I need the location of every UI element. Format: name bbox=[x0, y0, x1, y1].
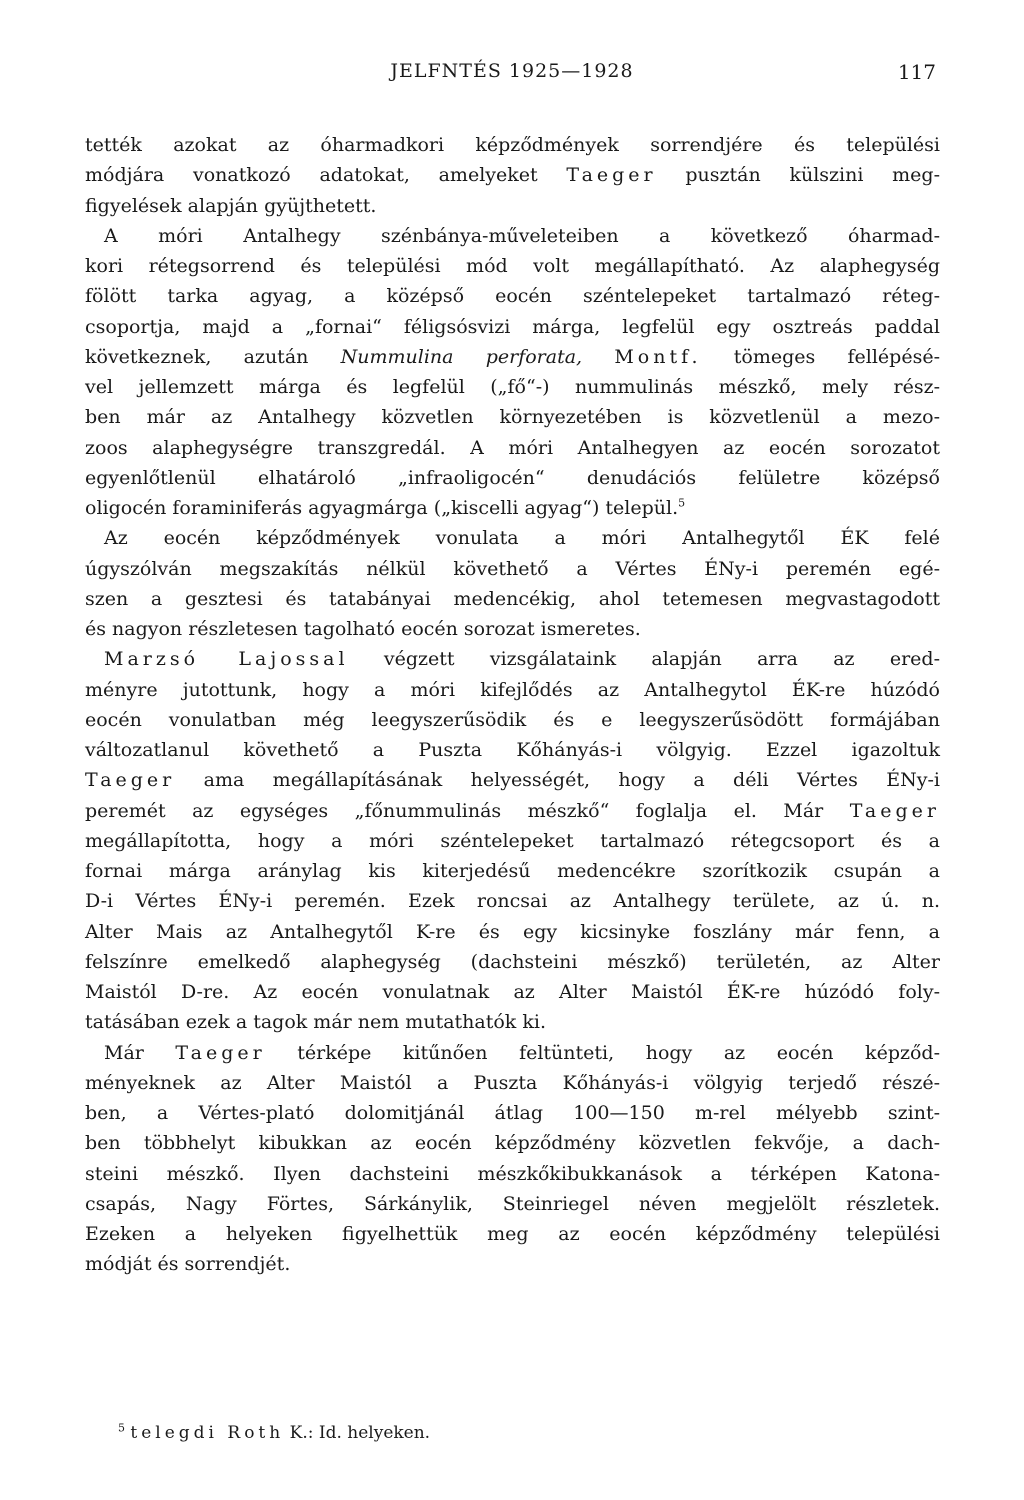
footnote-ref: 5 bbox=[678, 496, 686, 510]
text-run: ményeknek az Alter Maistól a Puszta Kőhányás-i völgyig terjedő részé- bbox=[85, 1071, 940, 1094]
text-line bbox=[85, 765, 940, 795]
text-run: Alter Mais az Antalhegytől K-re és egy kicsinyke foszlány már fenn, a bbox=[85, 920, 940, 943]
text-run: térképe kitűnően feltünteti, hogy az eocén képződ- bbox=[265, 1041, 941, 1064]
text-run: steini mészkő. Ilyen dachsteini mészkőkibukkanások a térképen Katona- bbox=[85, 1162, 940, 1185]
text-line bbox=[85, 160, 940, 190]
text-run: tatásában ezek a tagok már nem mutathatók ki. bbox=[85, 1011, 546, 1034]
text-run: figyelések alapján gyüjthetett. bbox=[85, 194, 377, 217]
text-run: ben már az Antalhegy közvetlen környezetében is közvetlenül a mezo- bbox=[85, 406, 940, 429]
text-run: ményre jutottunk, hogy a móri kifejlődés az Antalhegytol ÉK-re húzódó bbox=[85, 678, 940, 701]
text-run: A móri Antalhegy szénbánya-műveleteiben a következő óharmad- bbox=[85, 224, 940, 247]
text-line bbox=[85, 402, 940, 432]
text-line bbox=[85, 1249, 940, 1279]
text-line bbox=[85, 493, 940, 523]
text-line bbox=[85, 614, 940, 644]
text-run: következnek, azután bbox=[85, 345, 341, 368]
text-run: megállapította, hogy a móri széntelepeket tartalmazó rétegcsoport és a bbox=[85, 829, 940, 852]
text-line bbox=[85, 886, 940, 916]
text-run: Az eocén képződmények vonulata a móri Antalhegytől ÉK felé bbox=[85, 527, 940, 550]
text-run: Marzsó Lajossal bbox=[104, 648, 349, 671]
text-line bbox=[85, 1098, 940, 1128]
text-line bbox=[85, 1189, 940, 1219]
text-line bbox=[85, 372, 940, 402]
text-run: fölött tarka agyag, a középső eocén széntelepeket tartalmazó réteg- bbox=[85, 285, 940, 308]
footnote-marker: 5 bbox=[118, 1421, 125, 1435]
text-run: és nagyon részletesen tagolható eocén sorozat ismeretes. bbox=[85, 618, 641, 640]
text-line bbox=[85, 281, 940, 311]
running-head bbox=[0, 60, 1024, 88]
text-line bbox=[85, 251, 940, 281]
text-run: D-i Vértes ÉNy-i peremén. Ezek roncsai az Antalhegy területe, az ú. n. bbox=[85, 890, 940, 913]
text-run: Már bbox=[85, 1041, 176, 1064]
text-line bbox=[85, 1007, 940, 1037]
text-line bbox=[85, 917, 940, 947]
text-run: változatlanul követhető a Puszta Kőhányás-i völgyig. Ezzel igazoltuk bbox=[85, 739, 940, 761]
text-line bbox=[85, 947, 940, 977]
text-run: tömeges fellépésé- bbox=[701, 345, 940, 368]
text-line bbox=[85, 705, 940, 735]
page-number: 117 bbox=[897, 60, 936, 84]
text-run: Taeger bbox=[175, 1041, 266, 1064]
footnote-text: K.: Id. helyeken. bbox=[284, 1423, 431, 1443]
text-run: szen a gesztesi és tatabányai medencékig, ahol tetemesen megvastagodott bbox=[85, 587, 940, 610]
text-line bbox=[85, 735, 940, 765]
text-line bbox=[85, 221, 940, 251]
text-run: peremét az egységes „főnummulinás mészkő“ foglalja el. Már bbox=[85, 799, 850, 822]
text-run: eocén vonulatban még leegyszerűsödik és e leegyszerűsödött formájában bbox=[85, 708, 940, 731]
footnote bbox=[118, 1420, 430, 1446]
text-run: Maistól D-re. Az eocén vonulatnak az Alter Maistól ÉK-re húzódó foly- bbox=[85, 981, 940, 1003]
text-line bbox=[85, 554, 940, 584]
text-line bbox=[85, 191, 940, 221]
text-run: pusztán külszini meg- bbox=[656, 164, 940, 187]
text-run: egyenlőtlenül elhatároló „infraoligocén“ denudációs felületre középső bbox=[85, 466, 940, 489]
footnote-author: telegdi Roth bbox=[130, 1423, 285, 1443]
text-run: csapás, Nagy Förtes, Sárkánylik, Steinriegel néven megjelölt részletek. bbox=[85, 1192, 940, 1215]
text-line bbox=[85, 1159, 940, 1189]
text-line bbox=[85, 312, 940, 342]
text-run: csoportja, majd a „fornai“ féligsósvizi márga, legfelül egy osztreás paddal bbox=[85, 315, 940, 338]
text-line bbox=[85, 584, 940, 614]
text-line bbox=[85, 1128, 940, 1158]
text-run: Taeger bbox=[566, 164, 657, 187]
text-run bbox=[85, 648, 104, 670]
text-run: ben, a Vértes-plató dolomitjánál átlag 100—150 m-rel mélyebb szint- bbox=[85, 1102, 940, 1124]
text-run: ama megállapításának helyességét, hogy a déli Vértes ÉNy-i bbox=[175, 769, 940, 792]
text-line bbox=[85, 342, 940, 372]
text-line bbox=[85, 130, 940, 160]
text-run: módjára vonatkozó adatokat, amelyeket bbox=[85, 164, 567, 187]
text-run: Taeger bbox=[849, 799, 940, 822]
text-line bbox=[85, 1068, 940, 1098]
text-run: vel jellemzett márga és legfelül („fő“-) nummulinás mészkő, mely rész- bbox=[85, 376, 940, 398]
text-line bbox=[85, 856, 940, 886]
text-run: végzett vizsgálataink alapján arra az ered- bbox=[348, 648, 940, 671]
text-run: oligocén foraminiferás agyagmárga („kiscelli agyag“) települ. bbox=[85, 497, 679, 519]
text-run: Ezeken a helyeken figyelhettük meg az eocén képződmény települési bbox=[85, 1223, 940, 1245]
text-line bbox=[85, 644, 940, 674]
text-run bbox=[582, 346, 614, 368]
text-run: zoos alaphegységre transzgredál. A móri Antalhegyen az eocén sorozatot bbox=[85, 436, 940, 459]
text-run: ben többhelyt kibukkan az eocén képződmény közvetlen fekvője, a dach- bbox=[85, 1132, 940, 1155]
text-run: felszínre emelkedő alaphegység (dachsteini mészkő) területén, az Alter bbox=[85, 950, 940, 973]
text-run: Taeger bbox=[85, 769, 176, 792]
text-line bbox=[85, 523, 940, 553]
text-run: kori rétegsorrend és települési mód volt megállapítható. Az alaphegység bbox=[85, 255, 940, 277]
text-run: Nummulina perforata, bbox=[340, 345, 583, 368]
text-run: Montf. bbox=[614, 345, 702, 368]
text-run: úgyszólván megszakítás nélkül követhető a Vértes ÉNy-i peremén egé- bbox=[85, 557, 940, 580]
text-line bbox=[85, 433, 940, 463]
text-run: módját és sorrendjét. bbox=[85, 1253, 291, 1276]
text-line bbox=[85, 826, 940, 856]
text-run: fornai márga aránylag kis kiterjedésű medencékre szorítkozik csupán a bbox=[85, 860, 940, 882]
text-line bbox=[85, 463, 940, 493]
text-line bbox=[85, 977, 940, 1007]
text-line bbox=[85, 1038, 940, 1068]
text-line bbox=[85, 675, 940, 705]
running-title: JELFNTÉS 1925—1928 bbox=[390, 60, 634, 82]
text-line bbox=[85, 796, 940, 826]
text-run: tették azokat az óharmadkori képződmények sorrendjére és települési bbox=[85, 134, 940, 156]
text-line bbox=[85, 1219, 940, 1249]
